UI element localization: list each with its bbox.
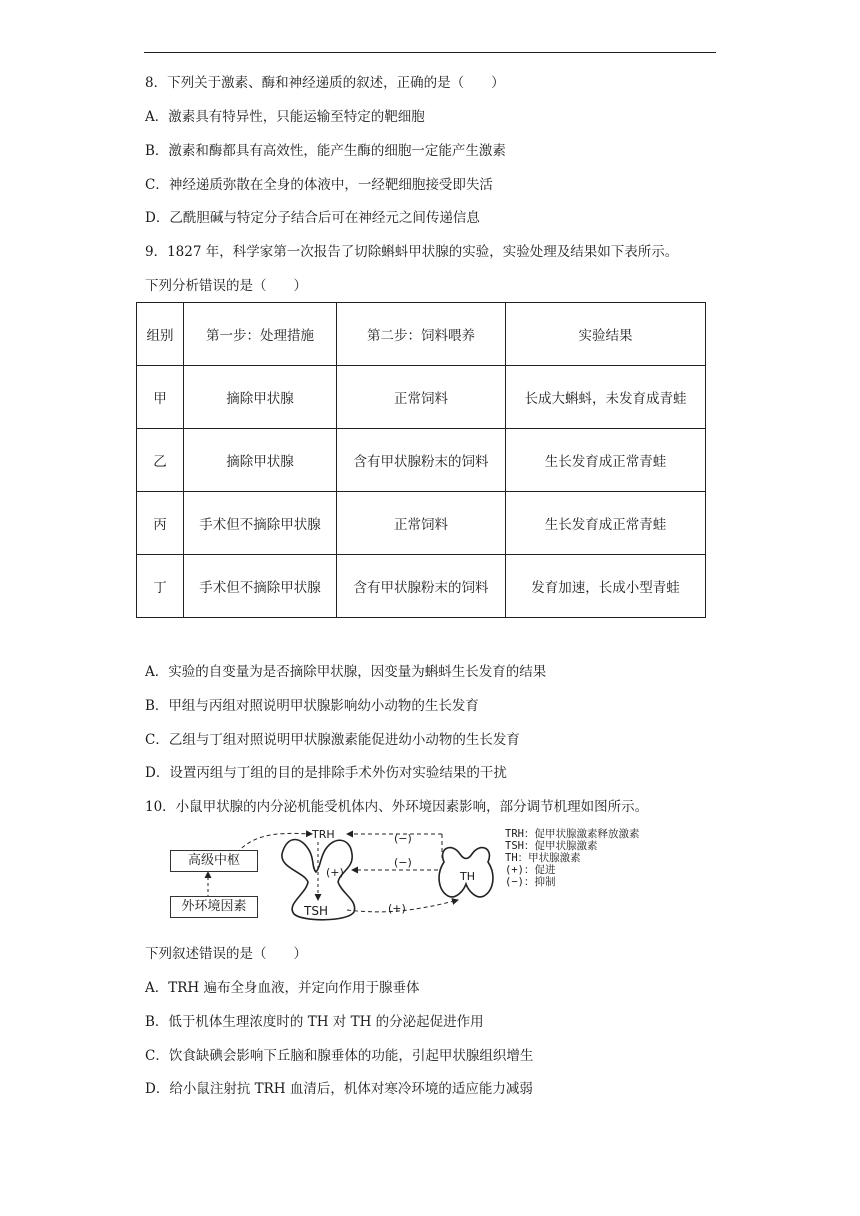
table-cell: 正常饲料 [337,366,506,429]
q10-option-a: A．TRH 遍布全身血液，并定向作用于腺垂体 [145,980,420,996]
table-cell: 手术但不摘除甲状腺 [184,492,337,555]
table-header-cell: 实验结果 [506,303,706,366]
q9-stem-line2: 下列分析错误的是（ ） [145,278,307,294]
table-cell: 手术但不摘除甲状腺 [184,555,337,618]
q9-option-a: A．实验的自变量为是否摘除甲状腺，因变量为蝌蚪生长发育的结果 [145,664,547,680]
q10-option-b: B．低于机体生理浓度时的 TH 对 TH 的分泌起促进作用 [145,1014,484,1030]
table-cell: 正常饲料 [337,492,506,555]
q9-option-d: D．设置丙组与丁组的目的是排除手术外伤对实验结果的干扰 [145,765,507,781]
table-cell: 生长发育成正常青蛙 [506,492,706,555]
promote-label-1: (+) [326,866,344,879]
q10-option-c: C．饮食缺碘会影响下丘脑和腺垂体的功能，引起甲状腺组织增生 [145,1048,534,1064]
q9-option-b: B．甲组与丙组对照说明甲状腺影响幼小动物的生长发育 [145,698,479,714]
q9-stem-line1: 9．1827 年，科学家第一次报告了切除蝌蚪甲状腺的实验，实验处理及结果如下表所示。 [145,244,679,260]
q9-option-c: C．乙组与丁组对照说明甲状腺激素能促进幼小动物的生长发育 [145,732,520,748]
table-row [137,429,706,492]
table-cell: 甲 [137,366,184,429]
table-cell: 发育加速，长成小型青蛙 [506,555,706,618]
table-cell: 含有甲状腺粉末的饲料 [337,555,506,618]
q8-stem: 8．下列关于激素、酶和神经递质的叙述，正确的是（ ） [145,75,505,91]
inhibit-label-2: (−) [394,856,412,869]
table-header-cell: 组别 [137,303,184,366]
table-row [137,366,706,429]
table-cell: 乙 [137,429,184,492]
legend-item: (+)：促进 [505,864,556,876]
diagram-legend [505,828,639,888]
table-cell: 丁 [137,555,184,618]
q10-stem2: 下列叙述错误的是（ ） [145,946,307,962]
higher-center-box: 高级中枢 [170,850,258,872]
table-cell: 含有甲状腺粉末的饲料 [337,429,506,492]
q8-option-d: D．乙酰胆碱与特定分子结合后可在神经元之间传递信息 [145,210,480,226]
experiment-table [136,302,706,618]
th-label: TH [460,870,475,883]
q8-option-a: A．激素具有特异性，只能运输至特定的靶细胞 [145,109,425,125]
table-header-cell: 第二步：饲料喂养 [337,303,506,366]
inhibit-label-1: (−) [394,832,412,845]
q8-option-c: C．神经递质弥散在全身的体液中，一经靶细胞接受即失活 [145,177,493,193]
tsh-label: TSH [304,904,328,918]
legend-item: (−)：抑制 [505,876,556,888]
legend-item: TSH：促甲状腺激素 [505,840,598,852]
external-factor-box: 外环境因素 [170,896,258,918]
legend-item: TRH：促甲状腺激素释放激素 [505,828,640,840]
table-cell: 丙 [137,492,184,555]
table-row [137,555,706,618]
trh-label: TRH [312,828,335,841]
legend-item: TH：甲状腺激素 [505,852,581,864]
table-header-cell: 第一步：处理措施 [184,303,337,366]
table-cell: 长成大蝌蚪，未发育成青蛙 [506,366,706,429]
promote-label-2: (+) [388,902,406,915]
q10-stem: 10．小鼠甲状腺的内分泌机能受机体内、外环境因素影响，部分调节机理如图所示。 [145,799,649,815]
header-rule [144,52,716,53]
table-row [137,492,706,555]
table-cell: 摘除甲状腺 [184,366,337,429]
table-cell: 摘除甲状腺 [184,429,337,492]
table-header-row [137,303,706,366]
q10-option-d: D．给小鼠注射抗 TRH 血清后，机体对寒冷环境的适应能力减弱 [145,1081,533,1097]
table-cell: 生长发育成正常青蛙 [506,429,706,492]
q8-option-b: B．激素和酶都具有高效性，能产生酶的细胞一定能产生激素 [145,143,506,159]
